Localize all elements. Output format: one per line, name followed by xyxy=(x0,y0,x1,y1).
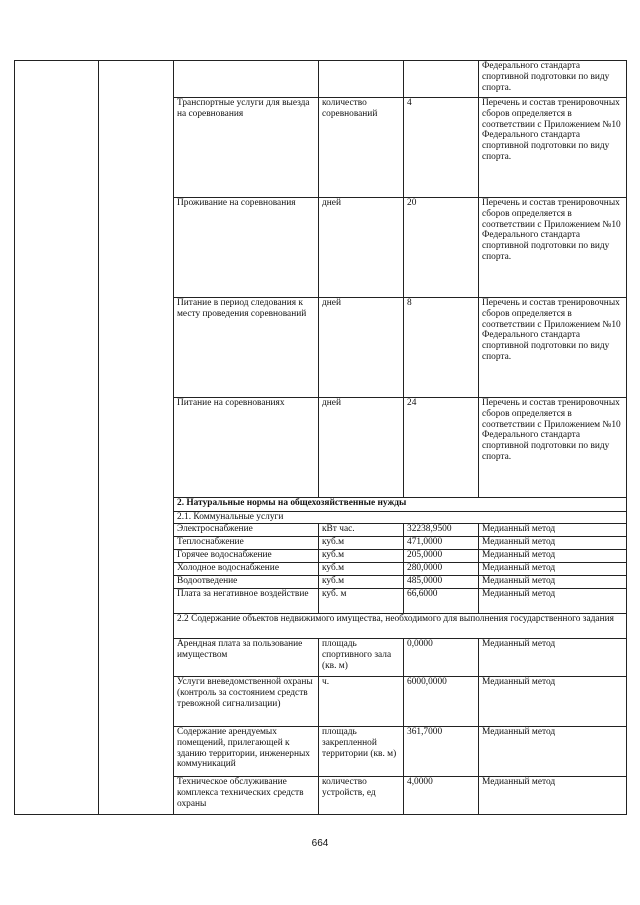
cell-value: 8 xyxy=(404,298,479,398)
cell-name: Электроснабжение xyxy=(174,524,319,537)
cell-basis: Перечень и состав тренировочных сборов определяется в соответствии с Приложением №10 Федерального стандарта спортивной подготовки по виду спорта. xyxy=(479,98,627,198)
cell-value: 361,7000 xyxy=(404,727,479,777)
cell-value: 24 xyxy=(404,398,479,498)
cell-name: Услуги вневедомственной охраны (контроль за состоянием средств тревожной сигнализации) xyxy=(174,677,319,727)
cell-name: Содержание арендуемых помещений, прилегающей к зданию территории, инженерных коммуникаций xyxy=(174,727,319,777)
cell-unit: дней xyxy=(319,298,404,398)
cell-name: Водоотведение xyxy=(174,576,319,589)
cell-name: Горячее водоснабжение xyxy=(174,550,319,563)
cell-name xyxy=(174,61,319,98)
cell-unit: количество соревнований xyxy=(319,98,404,198)
cell-value: 485,0000 xyxy=(404,576,479,589)
cell-name: Транспортные услуги для выезда на соревнования xyxy=(174,98,319,198)
cell-unit: кВт час. xyxy=(319,524,404,537)
cell-unit: площадь закрепленной территории (кв. м) xyxy=(319,727,404,777)
cell-basis: Медианный метод xyxy=(479,537,627,550)
cell-basis: Медианный метод xyxy=(479,677,627,727)
cell-basis: Перечень и состав тренировочных сборов определяется в соответствии с Приложением №10 Федерального стандарта спортивной подготовки по виду спорта. xyxy=(479,198,627,298)
section-2-1-title: 2.1. Коммунальные услуги xyxy=(174,512,627,524)
cell-unit: дней xyxy=(319,198,404,298)
cell-basis: Федерального стандарта спортивной подготовки по виду спорта. xyxy=(479,61,627,98)
cell-unit: куб.м xyxy=(319,537,404,550)
cell-value: 471,0000 xyxy=(404,537,479,550)
cell-unit: дней xyxy=(319,398,404,498)
cell-value: 6000,0000 xyxy=(404,677,479,727)
cell-unit: куб. м xyxy=(319,589,404,614)
cell-basis: Перечень и состав тренировочных сборов определяется в соответствии с Приложением №10 Федерального стандарта спортивной подготовки по виду спорта. xyxy=(479,398,627,498)
cell-value: 0,0000 xyxy=(404,639,479,677)
cell-basis: Медианный метод xyxy=(479,589,627,614)
cell-unit: куб.м xyxy=(319,563,404,576)
cell-value: 280,0000 xyxy=(404,563,479,576)
section-2-2-title: 2.2 Содержание объектов недвижимого имущества, необходимого для выполнения государственного задания xyxy=(174,614,627,639)
cell-basis: Медианный метод xyxy=(479,639,627,677)
cell-value: 4,0000 xyxy=(404,777,479,815)
cell-value xyxy=(404,61,479,98)
cell-name: Проживание на соревнования xyxy=(174,198,319,298)
cell-basis: Медианный метод xyxy=(479,563,627,576)
cell-name: Техническое обслуживание комплекса технических средств охраны xyxy=(174,777,319,815)
cell-value: 4 xyxy=(404,98,479,198)
page-number: 664 xyxy=(311,838,329,849)
section-2-title: 2. Натуральные нормы на общехозяйственные нужды xyxy=(174,498,627,512)
norms-table xyxy=(14,60,627,815)
cell-basis: Медианный метод xyxy=(479,777,627,815)
cell-basis: Медианный метод xyxy=(479,576,627,589)
cell-basis: Медианный метод xyxy=(479,727,627,777)
cell-unit: куб.м xyxy=(319,576,404,589)
cell-unit: ч. xyxy=(319,677,404,727)
cell-value: 205,0000 xyxy=(404,550,479,563)
table-row xyxy=(15,61,627,98)
cell-value: 32238,9500 xyxy=(404,524,479,537)
cell-basis: Медианный метод xyxy=(479,524,627,537)
cell-name: Холодное водоснабжение xyxy=(174,563,319,576)
cell-name: Теплоснабжение xyxy=(174,537,319,550)
cell-unit xyxy=(319,61,404,98)
cell-unit: количество устройств, ед xyxy=(319,777,404,815)
merged-column-2 xyxy=(99,61,174,815)
merged-column-1 xyxy=(15,61,99,815)
cell-name: Плата за негативное воздействие xyxy=(174,589,319,614)
cell-unit: куб.м xyxy=(319,550,404,563)
cell-basis: Медианный метод xyxy=(479,550,627,563)
cell-unit: площадь спортивного зала (кв. м) xyxy=(319,639,404,677)
cell-name: Питание на соревнованиях xyxy=(174,398,319,498)
cell-basis: Перечень и состав тренировочных сборов определяется в соответствии с Приложением №10 Федерального стандарта спортивной подготовки по виду спорта. xyxy=(479,298,627,398)
cell-name: Питание в период следования к месту проведения соревнований xyxy=(174,298,319,398)
cell-value: 66,6000 xyxy=(404,589,479,614)
cell-value: 20 xyxy=(404,198,479,298)
cell-name: Арендная плата за пользование имуществом xyxy=(174,639,319,677)
